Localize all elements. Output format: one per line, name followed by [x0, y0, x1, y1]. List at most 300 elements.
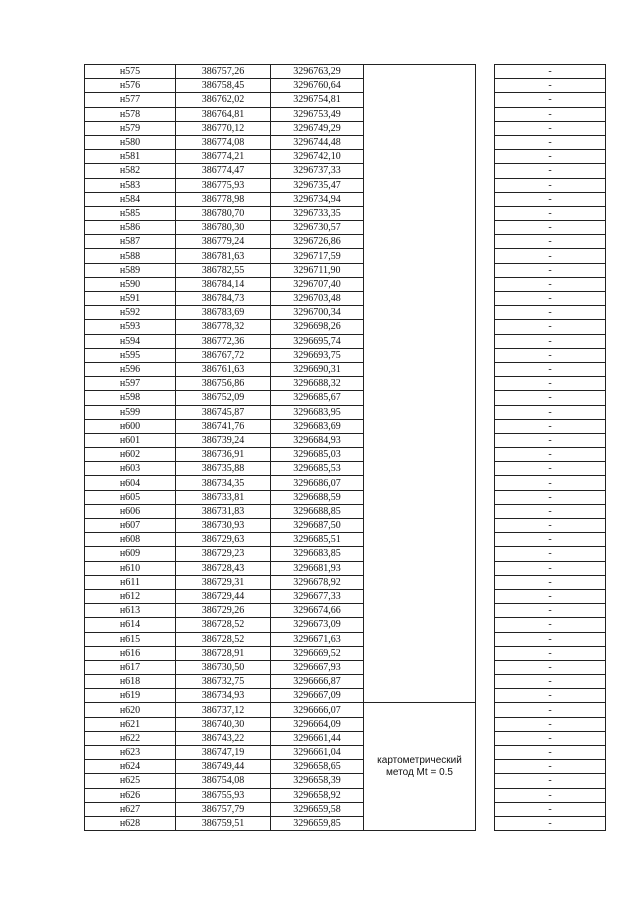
precision-cell: -: [495, 618, 606, 632]
table-row: [85, 660, 606, 674]
x-coordinate-cell: 386749,44: [176, 760, 271, 774]
x-coordinate-cell: 386740,30: [176, 717, 271, 731]
x-coordinate-cell: 386755,93: [176, 788, 271, 802]
precision-cell: -: [495, 263, 606, 277]
y-coordinate-cell: 3296733,35: [271, 206, 364, 220]
column-gap: [476, 717, 495, 731]
point-id-cell: н609: [85, 547, 176, 561]
x-coordinate-cell: 386780,30: [176, 221, 271, 235]
precision-cell: -: [495, 306, 606, 320]
column-gap: [476, 263, 495, 277]
precision-cell: -: [495, 476, 606, 490]
column-gap: [476, 164, 495, 178]
point-id-cell: н580: [85, 135, 176, 149]
x-coordinate-cell: 386762,02: [176, 93, 271, 107]
point-id-cell: н603: [85, 462, 176, 476]
column-gap: [476, 277, 495, 291]
x-coordinate-cell: 386745,87: [176, 405, 271, 419]
precision-cell: -: [495, 632, 606, 646]
x-coordinate-cell: 386730,93: [176, 519, 271, 533]
column-gap: [476, 292, 495, 306]
method-cell: картометрический метод Mt = 0.5: [364, 703, 476, 831]
point-id-cell: н590: [85, 277, 176, 291]
y-coordinate-cell: 3296711,90: [271, 263, 364, 277]
y-coordinate-cell: 3296678,92: [271, 575, 364, 589]
x-coordinate-cell: 386730,50: [176, 660, 271, 674]
precision-cell: -: [495, 348, 606, 362]
y-coordinate-cell: 3296683,69: [271, 419, 364, 433]
x-coordinate-cell: 386780,70: [176, 206, 271, 220]
point-id-cell: н623: [85, 746, 176, 760]
x-coordinate-cell: 386729,26: [176, 604, 271, 618]
table-row: [85, 589, 606, 603]
point-id-cell: н626: [85, 788, 176, 802]
table-row: [85, 519, 606, 533]
x-coordinate-cell: 386770,12: [176, 121, 271, 135]
precision-cell: -: [495, 462, 606, 476]
table-row: [85, 306, 606, 320]
column-gap: [476, 675, 495, 689]
y-coordinate-cell: 3296707,40: [271, 277, 364, 291]
column-gap: [476, 348, 495, 362]
column-gap: [476, 660, 495, 674]
column-gap: [476, 788, 495, 802]
precision-cell: -: [495, 689, 606, 703]
y-coordinate-cell: 3296760,64: [271, 79, 364, 93]
y-coordinate-cell: 3296687,50: [271, 519, 364, 533]
precision-cell: -: [495, 589, 606, 603]
x-coordinate-cell: 386774,08: [176, 135, 271, 149]
y-coordinate-cell: 3296666,07: [271, 703, 364, 717]
x-coordinate-cell: 386775,93: [176, 178, 271, 192]
precision-cell: -: [495, 249, 606, 263]
y-coordinate-cell: 3296666,87: [271, 675, 364, 689]
point-id-cell: н618: [85, 675, 176, 689]
precision-cell: -: [495, 547, 606, 561]
column-gap: [476, 462, 495, 476]
table-row: [85, 731, 606, 745]
y-coordinate-cell: 3296683,95: [271, 405, 364, 419]
point-id-cell: н578: [85, 107, 176, 121]
precision-cell: -: [495, 675, 606, 689]
table-row: [85, 235, 606, 249]
precision-cell: -: [495, 107, 606, 121]
column-gap: [476, 746, 495, 760]
x-coordinate-cell: 386754,08: [176, 774, 271, 788]
precision-cell: -: [495, 292, 606, 306]
y-coordinate-cell: 3296730,57: [271, 221, 364, 235]
table-row: [85, 377, 606, 391]
x-coordinate-cell: 386728,43: [176, 561, 271, 575]
y-coordinate-cell: 3296658,65: [271, 760, 364, 774]
x-coordinate-cell: 386782,55: [176, 263, 271, 277]
point-id-cell: н581: [85, 150, 176, 164]
column-gap: [476, 547, 495, 561]
precision-cell: -: [495, 121, 606, 135]
table-row: [85, 746, 606, 760]
point-id-cell: н613: [85, 604, 176, 618]
column-gap: [476, 703, 495, 717]
column-gap: [476, 476, 495, 490]
table-row: [85, 206, 606, 220]
y-coordinate-cell: 3296693,75: [271, 348, 364, 362]
x-coordinate-cell: 386728,52: [176, 618, 271, 632]
precision-cell: -: [495, 561, 606, 575]
x-coordinate-cell: 386747,19: [176, 746, 271, 760]
table-row: [85, 320, 606, 334]
point-id-cell: н585: [85, 206, 176, 220]
x-coordinate-cell: 386764,81: [176, 107, 271, 121]
y-coordinate-cell: 3296667,09: [271, 689, 364, 703]
x-coordinate-cell: 386752,09: [176, 391, 271, 405]
precision-cell: -: [495, 703, 606, 717]
table-row: [85, 263, 606, 277]
table-row: [85, 249, 606, 263]
point-id-cell: н611: [85, 575, 176, 589]
y-coordinate-cell: 3296749,29: [271, 121, 364, 135]
point-id-cell: н602: [85, 448, 176, 462]
point-id-cell: н575: [85, 65, 176, 79]
y-coordinate-cell: 3296686,07: [271, 476, 364, 490]
point-id-cell: н620: [85, 703, 176, 717]
column-gap: [476, 646, 495, 660]
point-id-cell: н589: [85, 263, 176, 277]
point-id-cell: н582: [85, 164, 176, 178]
precision-cell: -: [495, 490, 606, 504]
column-gap: [476, 206, 495, 220]
precision-cell: -: [495, 519, 606, 533]
x-coordinate-cell: 386778,98: [176, 192, 271, 206]
point-id-cell: н616: [85, 646, 176, 660]
point-id-cell: н619: [85, 689, 176, 703]
table-row: [85, 150, 606, 164]
point-id-cell: н628: [85, 816, 176, 830]
column-gap: [476, 79, 495, 93]
precision-cell: -: [495, 419, 606, 433]
column-gap: [476, 774, 495, 788]
column-gap: [476, 632, 495, 646]
table-row: [85, 646, 606, 660]
y-coordinate-cell: 3296685,67: [271, 391, 364, 405]
table-row: [85, 419, 606, 433]
column-gap: [476, 391, 495, 405]
x-coordinate-cell: 386739,24: [176, 433, 271, 447]
table-row: [85, 391, 606, 405]
table-row: [85, 221, 606, 235]
table-row: [85, 533, 606, 547]
table-row: [85, 774, 606, 788]
y-coordinate-cell: 3296753,49: [271, 107, 364, 121]
precision-cell: -: [495, 717, 606, 731]
point-id-cell: н598: [85, 391, 176, 405]
point-id-cell: н596: [85, 362, 176, 376]
column-gap: [476, 816, 495, 830]
table-row: [85, 788, 606, 802]
precision-cell: -: [495, 646, 606, 660]
y-coordinate-cell: 3296700,34: [271, 306, 364, 320]
column-gap: [476, 135, 495, 149]
table-row: [85, 448, 606, 462]
precision-cell: -: [495, 192, 606, 206]
point-id-cell: н597: [85, 377, 176, 391]
point-id-cell: н587: [85, 235, 176, 249]
x-coordinate-cell: 386743,22: [176, 731, 271, 745]
y-coordinate-cell: 3296674,66: [271, 604, 364, 618]
x-coordinate-cell: 386728,52: [176, 632, 271, 646]
y-coordinate-cell: 3296690,31: [271, 362, 364, 376]
column-gap: [476, 760, 495, 774]
table-row: [85, 292, 606, 306]
precision-cell: -: [495, 788, 606, 802]
column-gap: [476, 334, 495, 348]
point-id-cell: н625: [85, 774, 176, 788]
x-coordinate-cell: 386761,63: [176, 362, 271, 376]
column-gap: [476, 731, 495, 745]
y-coordinate-cell: 3296695,74: [271, 334, 364, 348]
table-row: [85, 348, 606, 362]
precision-cell: -: [495, 391, 606, 405]
point-id-cell: н586: [85, 221, 176, 235]
column-gap: [476, 178, 495, 192]
y-coordinate-cell: 3296717,59: [271, 249, 364, 263]
point-id-cell: н610: [85, 561, 176, 575]
y-coordinate-cell: 3296703,48: [271, 292, 364, 306]
y-coordinate-cell: 3296661,04: [271, 746, 364, 760]
point-id-cell: н606: [85, 504, 176, 518]
x-coordinate-cell: 386734,35: [176, 476, 271, 490]
precision-cell: -: [495, 334, 606, 348]
x-coordinate-cell: 386729,44: [176, 589, 271, 603]
table-row: [85, 618, 606, 632]
column-gap: [476, 93, 495, 107]
column-gap: [476, 65, 495, 79]
x-coordinate-cell: 386758,45: [176, 79, 271, 93]
column-gap: [476, 490, 495, 504]
x-coordinate-cell: 386778,32: [176, 320, 271, 334]
y-coordinate-cell: 3296688,85: [271, 504, 364, 518]
y-coordinate-cell: 3296658,39: [271, 774, 364, 788]
point-id-cell: н608: [85, 533, 176, 547]
precision-cell: -: [495, 93, 606, 107]
x-coordinate-cell: 386733,81: [176, 490, 271, 504]
x-coordinate-cell: 386781,63: [176, 249, 271, 263]
column-gap: [476, 802, 495, 816]
column-gap: [476, 405, 495, 419]
column-gap: [476, 419, 495, 433]
point-id-cell: н604: [85, 476, 176, 490]
table-row: [85, 65, 606, 79]
precision-cell: -: [495, 816, 606, 830]
column-gap: [476, 433, 495, 447]
y-coordinate-cell: 3296688,32: [271, 377, 364, 391]
point-id-cell: н594: [85, 334, 176, 348]
precision-cell: -: [495, 533, 606, 547]
column-gap: [476, 561, 495, 575]
table-row: [85, 689, 606, 703]
table-row: [85, 717, 606, 731]
table-row: [85, 164, 606, 178]
y-coordinate-cell: 3296763,29: [271, 65, 364, 79]
y-coordinate-cell: 3296735,47: [271, 178, 364, 192]
y-coordinate-cell: 3296685,53: [271, 462, 364, 476]
table-row: [85, 675, 606, 689]
x-coordinate-cell: 386759,51: [176, 816, 271, 830]
method-cell-empty: [364, 65, 476, 703]
precision-cell: -: [495, 660, 606, 674]
precision-cell: -: [495, 405, 606, 419]
x-coordinate-cell: 386736,91: [176, 448, 271, 462]
y-coordinate-cell: 3296677,33: [271, 589, 364, 603]
point-id-cell: н579: [85, 121, 176, 135]
x-coordinate-cell: 386737,12: [176, 703, 271, 717]
coordinate-table-page: [84, 64, 605, 831]
coordinate-table: [84, 64, 606, 831]
x-coordinate-cell: 386784,73: [176, 292, 271, 306]
table-row: [85, 135, 606, 149]
point-id-cell: н592: [85, 306, 176, 320]
precision-cell: -: [495, 774, 606, 788]
point-id-cell: н601: [85, 433, 176, 447]
column-gap: [476, 519, 495, 533]
table-row: [85, 504, 606, 518]
y-coordinate-cell: 3296683,85: [271, 547, 364, 561]
column-gap: [476, 604, 495, 618]
x-coordinate-cell: 386772,36: [176, 334, 271, 348]
precision-cell: -: [495, 433, 606, 447]
precision-cell: -: [495, 135, 606, 149]
point-id-cell: н600: [85, 419, 176, 433]
table-row: [85, 490, 606, 504]
column-gap: [476, 377, 495, 391]
precision-cell: -: [495, 760, 606, 774]
column-gap: [476, 150, 495, 164]
point-id-cell: н607: [85, 519, 176, 533]
point-id-cell: н624: [85, 760, 176, 774]
precision-cell: -: [495, 79, 606, 93]
precision-cell: -: [495, 277, 606, 291]
table-row: [85, 121, 606, 135]
coordinate-table-body: [85, 65, 606, 831]
y-coordinate-cell: 3296754,81: [271, 93, 364, 107]
y-coordinate-cell: 3296685,03: [271, 448, 364, 462]
column-gap: [476, 235, 495, 249]
table-row: [85, 107, 606, 121]
x-coordinate-cell: 386757,79: [176, 802, 271, 816]
x-coordinate-cell: 386783,69: [176, 306, 271, 320]
column-gap: [476, 221, 495, 235]
y-coordinate-cell: 3296661,44: [271, 731, 364, 745]
table-row: [85, 561, 606, 575]
x-coordinate-cell: 386734,93: [176, 689, 271, 703]
y-coordinate-cell: 3296734,94: [271, 192, 364, 206]
precision-cell: -: [495, 150, 606, 164]
point-id-cell: н612: [85, 589, 176, 603]
column-gap: [476, 575, 495, 589]
column-gap: [476, 320, 495, 334]
column-gap: [476, 533, 495, 547]
x-coordinate-cell: 386729,31: [176, 575, 271, 589]
point-id-cell: н595: [85, 348, 176, 362]
point-id-cell: н576: [85, 79, 176, 93]
point-id-cell: н583: [85, 178, 176, 192]
precision-cell: -: [495, 802, 606, 816]
x-coordinate-cell: 386757,26: [176, 65, 271, 79]
precision-cell: -: [495, 221, 606, 235]
table-row: [85, 192, 606, 206]
x-coordinate-cell: 386774,47: [176, 164, 271, 178]
precision-cell: -: [495, 604, 606, 618]
column-gap: [476, 689, 495, 703]
column-gap: [476, 306, 495, 320]
x-coordinate-cell: 386774,21: [176, 150, 271, 164]
point-id-cell: н617: [85, 660, 176, 674]
point-id-cell: н627: [85, 802, 176, 816]
table-row: [85, 462, 606, 476]
y-coordinate-cell: 3296744,48: [271, 135, 364, 149]
point-id-cell: н621: [85, 717, 176, 731]
table-row: [85, 476, 606, 490]
precision-cell: -: [495, 65, 606, 79]
y-coordinate-cell: 3296658,92: [271, 788, 364, 802]
table-row: [85, 93, 606, 107]
y-coordinate-cell: 3296667,93: [271, 660, 364, 674]
table-row: [85, 79, 606, 93]
table-row: [85, 760, 606, 774]
table-row: [85, 604, 606, 618]
y-coordinate-cell: 3296737,33: [271, 164, 364, 178]
table-row: [85, 362, 606, 376]
y-coordinate-cell: 3296673,09: [271, 618, 364, 632]
table-row: [85, 816, 606, 830]
precision-cell: -: [495, 575, 606, 589]
table-row: [85, 178, 606, 192]
y-coordinate-cell: 3296669,52: [271, 646, 364, 660]
y-coordinate-cell: 3296698,26: [271, 320, 364, 334]
y-coordinate-cell: 3296726,86: [271, 235, 364, 249]
x-coordinate-cell: 386732,75: [176, 675, 271, 689]
point-id-cell: н615: [85, 632, 176, 646]
precision-cell: -: [495, 235, 606, 249]
point-id-cell: н622: [85, 731, 176, 745]
column-gap: [476, 192, 495, 206]
column-gap: [476, 504, 495, 518]
column-gap: [476, 589, 495, 603]
y-coordinate-cell: 3296681,93: [271, 561, 364, 575]
column-gap: [476, 107, 495, 121]
point-id-cell: н605: [85, 490, 176, 504]
precision-cell: -: [495, 504, 606, 518]
y-coordinate-cell: 3296688,59: [271, 490, 364, 504]
y-coordinate-cell: 3296664,09: [271, 717, 364, 731]
x-coordinate-cell: 386729,63: [176, 533, 271, 547]
table-row: [85, 277, 606, 291]
table-row: [85, 632, 606, 646]
column-gap: [476, 121, 495, 135]
y-coordinate-cell: 3296685,51: [271, 533, 364, 547]
y-coordinate-cell: 3296659,58: [271, 802, 364, 816]
column-gap: [476, 249, 495, 263]
x-coordinate-cell: 386779,24: [176, 235, 271, 249]
column-gap: [476, 618, 495, 632]
precision-cell: -: [495, 377, 606, 391]
x-coordinate-cell: 386728,91: [176, 646, 271, 660]
precision-cell: -: [495, 206, 606, 220]
table-row: [85, 334, 606, 348]
table-row: [85, 433, 606, 447]
x-coordinate-cell: 386767,72: [176, 348, 271, 362]
point-id-cell: н577: [85, 93, 176, 107]
point-id-cell: н599: [85, 405, 176, 419]
